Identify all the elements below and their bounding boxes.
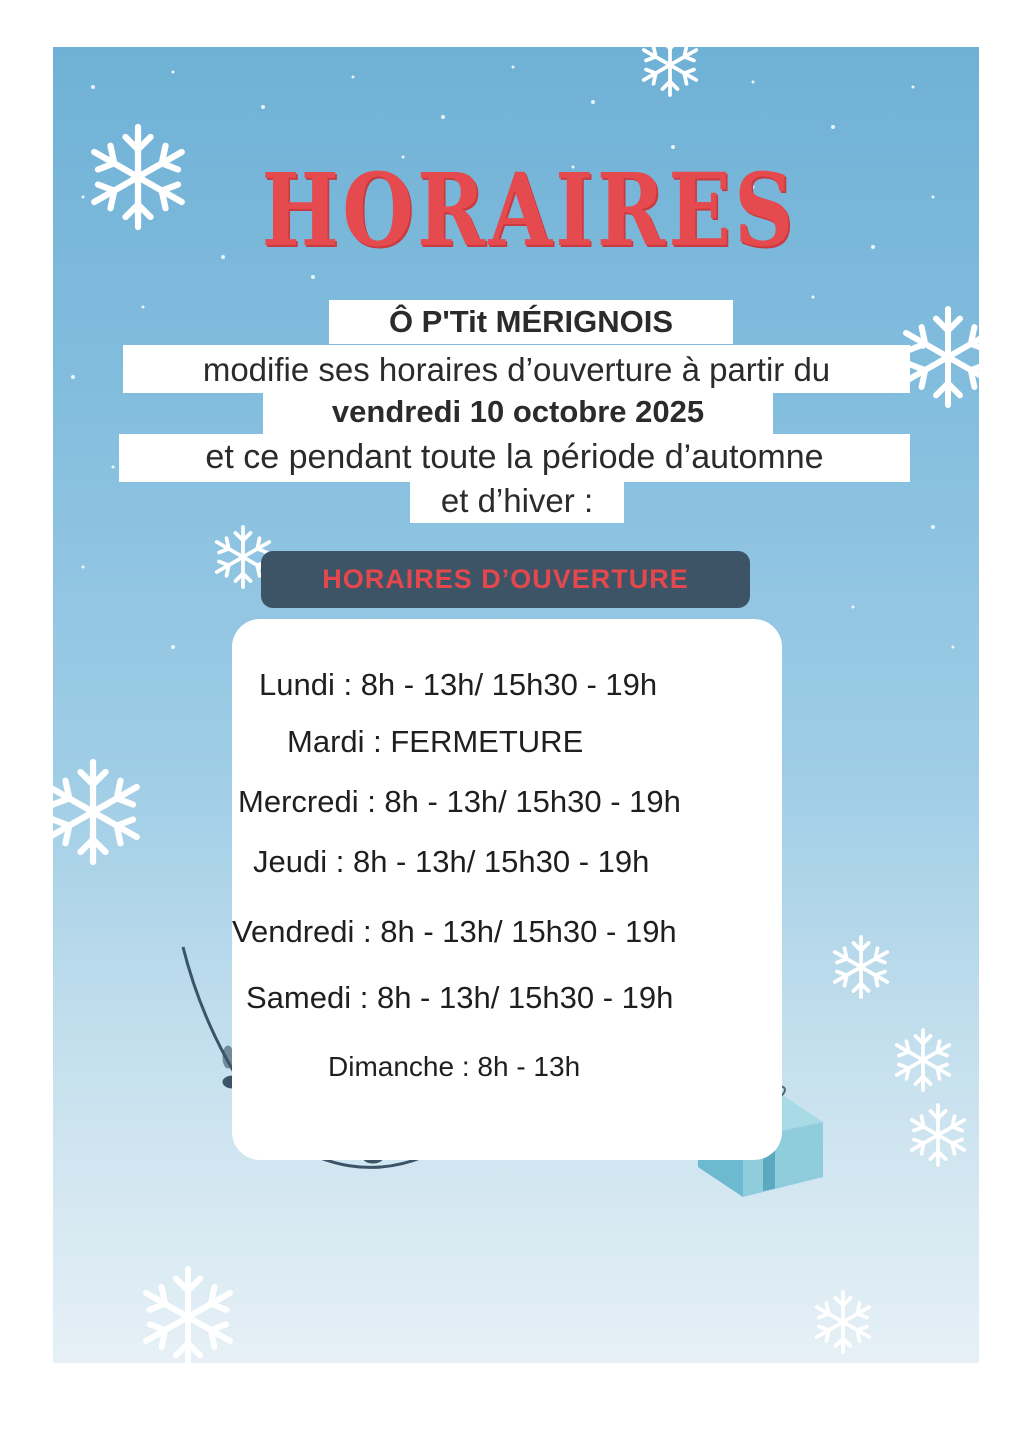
poster-title: HORAIRES <box>261 151 797 269</box>
schedule-row-wednesday: Mercredi : 8h - 13h/ 15h30 - 19h <box>238 784 681 819</box>
start-date: vendredi 10 octobre 2025 <box>263 389 773 435</box>
schedule-row-thursday: Jeudi : 8h - 13h/ 15h30 - 19h <box>253 844 650 879</box>
schedule-row-tuesday: Mardi : FERMETURE <box>287 724 584 759</box>
opening-hours-heading: HORAIRES D’OUVERTURE <box>261 551 750 608</box>
schedule-row-saturday: Samedi : 8h - 13h/ 15h30 - 19h <box>246 980 674 1015</box>
shop-name: Ô P'Tit MÉRIGNOIS <box>329 300 733 344</box>
schedule-row-friday: Vendredi : 8h - 13h/ 15h30 - 19h <box>232 914 677 949</box>
intro-line-4: et ce pendant toute la période d’automne <box>119 434 910 482</box>
intro-line-2: modifie ses horaires d’ouverture à partir du <box>123 345 910 393</box>
schedule-row-sunday: Dimanche : 8h - 13h <box>328 1051 581 1082</box>
opening-hours-card <box>232 619 782 1160</box>
intro-line-5: et d’hiver : <box>410 479 624 523</box>
winter-poster <box>53 47 979 1363</box>
schedule-row-monday: Lundi : 8h - 13h/ 15h30 - 19h <box>259 667 658 702</box>
